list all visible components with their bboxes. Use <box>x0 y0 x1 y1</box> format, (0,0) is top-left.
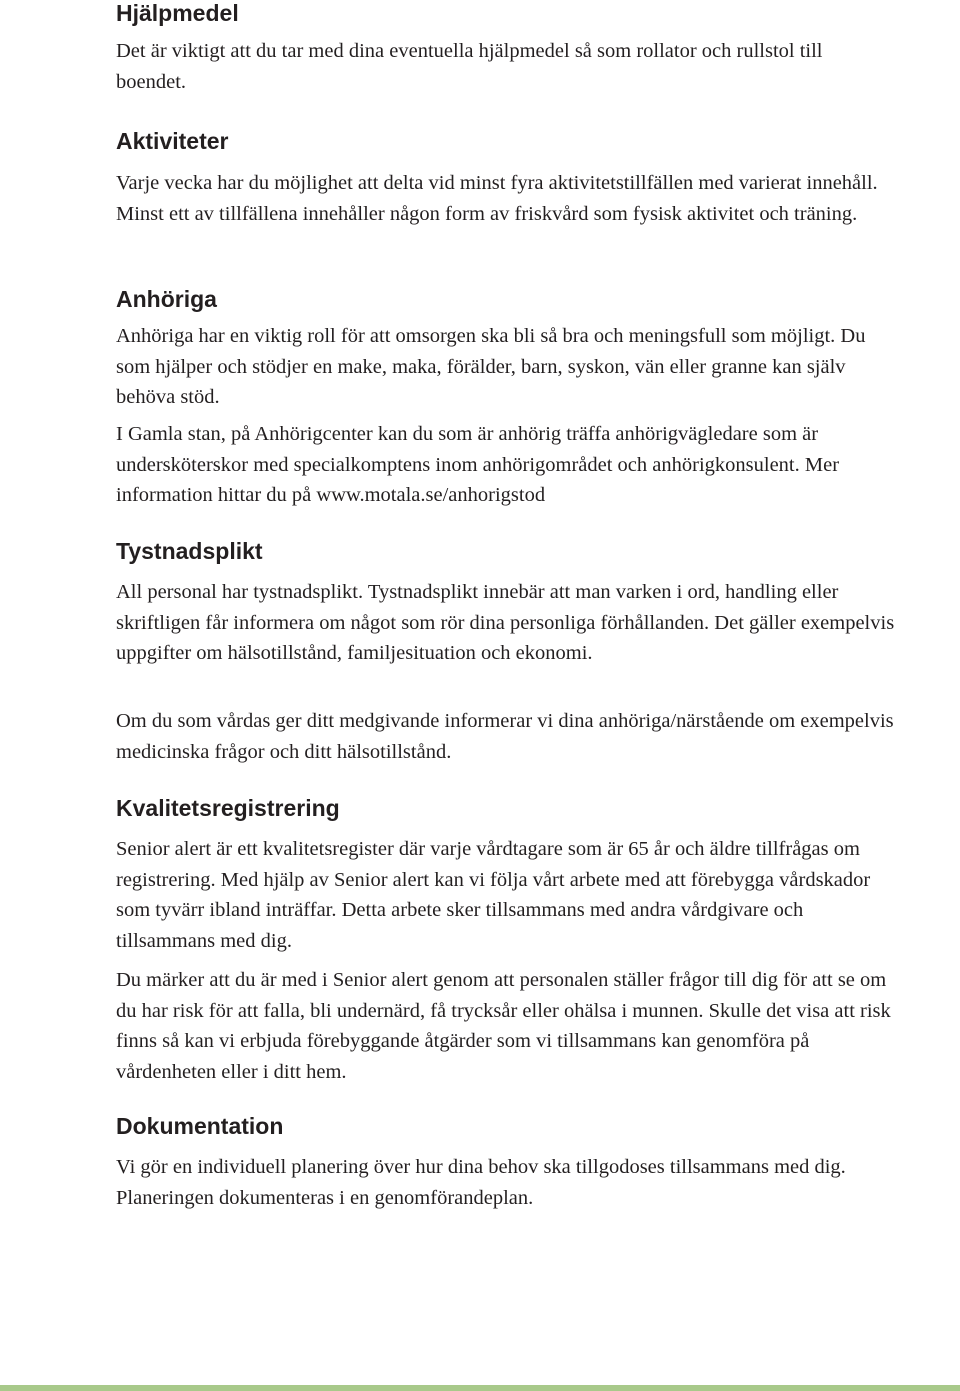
section-paragraph: Om du som vårdas ger ditt medgivande informerar vi dina anhöriga/närstående om exempelvis medicinska frågor och ditt hälsotillstånd. <box>116 710 894 763</box>
section-paragraph: I Gamla stan, på Anhörigcenter kan du som är anhörig träffa anhörigvägledare som är undersköterskor med specialkomptens inom anhörigområdet och anhörigkonsulent. Mer information hittar du på www.motala.se/anhorigstod <box>116 423 840 506</box>
section-paragraph: Vi gör en individuell planering över hur dina behov ska tillgodoses tillsammans med dig. Planeringen dokumenteras i en genomförandeplan. <box>116 1156 846 1209</box>
section-heading: Tystnadsplikt <box>116 538 263 564</box>
section-heading: Dokumentation <box>116 1113 284 1139</box>
section-paragraph: Anhöriga har en viktig roll för att omsorgen ska bli så bra och meningsfull som möjligt. Du som hjälper och stödjer en make, maka, förälder, barn, syskon, vän eller granne kan själv behöva stöd. <box>116 325 866 408</box>
section-paragraph: All personal har tystnadsplikt. Tystnadsplikt innebär att man varken i ord, handling eller skriftligen får informera om något som rör dina personliga förhållanden. Det gäller exempelvis uppgifter om hälsotillstånd, familjesituation och ekonomi. <box>116 581 895 664</box>
footer-rule <box>0 1385 960 1391</box>
section-paragraph: Varje vecka har du möjlighet att delta vid minst fyra aktivitetstillfällen med varierat innehåll. Minst ett av tillfällena innehåller någon form av friskvård som fysisk aktivitet och träning. <box>116 172 878 225</box>
section-paragraph: Det är viktigt att du tar med dina eventuella hjälpmedel så som rollator och rullstol till boendet. <box>116 40 823 93</box>
section-heading: Kvalitetsregistrering <box>116 795 340 821</box>
section-heading: Anhöriga <box>116 286 217 312</box>
section-heading: Hjälpmedel <box>116 0 239 26</box>
section-paragraph: Du märker att du är med i Senior alert genom att personalen ställer frågor till dig för att se om du har risk för att falla, bli undernärd, få trycksår eller ohälsa i munnen. Skulle det visa att risk finns så kan vi erbjuda förebyggande åtgärder som vi tillsammans kan genomföra på vårdenheten eller i ditt hem. <box>116 969 891 1083</box>
section-paragraph: Senior alert är ett kvalitetsregister där varje vårdtagare som är 65 år och äldre tillfrågas om registrering. Med hjälp av Senior alert kan vi följa vårt arbete med att förebygga vårdskador som tyvärr ibland inträffar. Detta arbete sker tillsammans med andra vårdgivare och tillsammans med dig. <box>116 838 871 952</box>
section-heading: Aktiviteter <box>116 128 229 154</box>
